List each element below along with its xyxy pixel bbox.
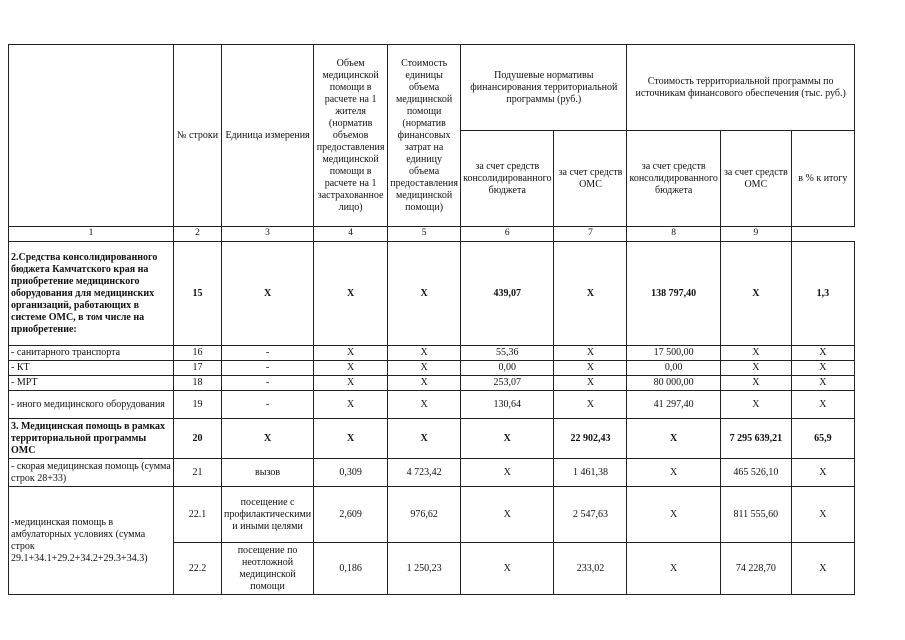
table-row — [9, 487, 855, 543]
row-percent: Х — [791, 487, 854, 543]
row-per-capita-oms: Х — [554, 361, 627, 376]
header-sub-percent: в % к итогу — [791, 131, 854, 227]
row-name: - КТ — [9, 361, 174, 376]
header-sub-oms: за счет средств ОМС — [554, 131, 627, 227]
row-number: 22.1 — [174, 487, 222, 543]
row-volume: Х — [314, 391, 388, 419]
row-number: 18 — [174, 376, 222, 391]
row-number: 20 — [174, 419, 222, 459]
row-unit: - — [222, 361, 314, 376]
table-row — [9, 391, 855, 419]
row-cost-budget: Х — [627, 543, 720, 595]
table-row — [9, 242, 855, 346]
row-per-capita-oms: 233,02 — [554, 543, 627, 595]
row-cost-budget: 17 500,00 — [627, 346, 720, 361]
col-number: 4 — [314, 227, 388, 242]
row-per-capita-oms: 2 547,63 — [554, 487, 627, 543]
row-per-capita-budget: 55,36 — [461, 346, 554, 361]
row-cost-oms: 74 228,70 — [720, 543, 791, 595]
row-unit: - — [222, 346, 314, 361]
row-percent: Х — [791, 391, 854, 419]
row-unit-cost: 1 250,23 — [388, 543, 461, 595]
row-per-capita-oms: Х — [554, 391, 627, 419]
row-cost-budget: 0,00 — [627, 361, 720, 376]
col-number: 1 — [9, 227, 174, 242]
row-unit-cost: 4 723,42 — [388, 459, 461, 487]
row-cost-oms: Х — [720, 376, 791, 391]
row-unit: - — [222, 376, 314, 391]
document-sheet — [8, 44, 855, 595]
row-unit-cost: Х — [388, 346, 461, 361]
table-row — [9, 459, 855, 487]
row-volume: Х — [314, 242, 388, 346]
col-number: 2 — [174, 227, 222, 242]
row-cost-oms: 7 295 639,21 — [720, 419, 791, 459]
row-number: 17 — [174, 361, 222, 376]
row-unit: Х — [222, 242, 314, 346]
row-name: - иного медицинского оборудования — [9, 391, 174, 419]
row-cost-oms: 465 526,10 — [720, 459, 791, 487]
row-percent: 1,3 — [791, 242, 854, 346]
row-per-capita-oms: Х — [554, 346, 627, 361]
row-volume: Х — [314, 376, 388, 391]
row-number: 16 — [174, 346, 222, 361]
row-cost-oms: Х — [720, 242, 791, 346]
header-name — [9, 45, 174, 227]
row-name: 2.Средства консолидированного бюджета Камчатского края на приобретение медицинского оборудования для медицинских организаций, работающих в системе ОМС, в том числе на приобретение: — [9, 242, 174, 346]
row-cost-budget: Х — [627, 419, 720, 459]
header-cost-group: Стоимость территориальной программы по источникам финансового обеспечения (тыс. руб.) — [627, 45, 854, 131]
row-number: 19 — [174, 391, 222, 419]
row-unit: посещение с профилактическими и иными целями — [222, 487, 314, 543]
row-unit-cost: Х — [388, 361, 461, 376]
row-name: - скорая медицинская помощь (сумма строк 28+33) — [9, 459, 174, 487]
row-per-capita-budget: 0,00 — [461, 361, 554, 376]
row-percent: Х — [791, 376, 854, 391]
header-sub-budget: за счет средств консолидированного бюджета — [627, 131, 720, 227]
row-cost-oms: Х — [720, 391, 791, 419]
row-number: 21 — [174, 459, 222, 487]
row-unit: вызов — [222, 459, 314, 487]
row-unit-cost: 976,62 — [388, 487, 461, 543]
row-per-capita-oms: Х — [554, 242, 627, 346]
row-per-capita-oms: 22 902,43 — [554, 419, 627, 459]
table-row — [9, 376, 855, 391]
row-percent: 65,9 — [791, 419, 854, 459]
header-unit-cost: Стоимость единицы объема медицинской помощи (норматив финансовых затрат на единицу объема предоставления медицинской помощи) — [388, 45, 461, 227]
col-number: 3 — [222, 227, 314, 242]
row-cost-budget: 138 797,40 — [627, 242, 720, 346]
row-cost-budget: 80 000,00 — [627, 376, 720, 391]
row-per-capita-budget: Х — [461, 419, 554, 459]
row-volume: 0,186 — [314, 543, 388, 595]
row-per-capita-oms: 1 461,38 — [554, 459, 627, 487]
table-row — [9, 361, 855, 376]
row-cost-budget: Х — [627, 459, 720, 487]
col-number: 8 — [627, 227, 720, 242]
row-volume: 0,309 — [314, 459, 388, 487]
row-name: -медицинская помощь в амбулаторных условиях (сумма строк 29.1+34.1+29.2+34.2+29.3+34.3) — [9, 487, 174, 595]
row-volume: Х — [314, 419, 388, 459]
row-per-capita-budget: 253,07 — [461, 376, 554, 391]
row-percent: Х — [791, 459, 854, 487]
row-number: 15 — [174, 242, 222, 346]
header-sub-budget: за счет средств консолидированного бюджета — [461, 131, 554, 227]
row-percent: Х — [791, 361, 854, 376]
row-percent: Х — [791, 543, 854, 595]
row-per-capita-budget: Х — [461, 459, 554, 487]
row-unit-cost: Х — [388, 391, 461, 419]
col-number: 9 — [720, 227, 791, 242]
col-number: 7 — [554, 227, 627, 242]
row-cost-oms: Х — [720, 346, 791, 361]
row-per-capita-oms: Х — [554, 376, 627, 391]
row-name: 3. Медицинская помощь в рамках территориальной программы ОМС — [9, 419, 174, 459]
col-number: 5 — [388, 227, 461, 242]
row-unit: - — [222, 391, 314, 419]
row-unit: посещение по неотложной медицинской помощи — [222, 543, 314, 595]
row-unit: Х — [222, 419, 314, 459]
row-unit-cost: Х — [388, 419, 461, 459]
row-name: - санитарного транспорта — [9, 346, 174, 361]
header-sub-oms: за счет средств ОМС — [720, 131, 791, 227]
row-per-capita-budget: 439,07 — [461, 242, 554, 346]
header-unit: Единица измерения — [222, 45, 314, 227]
row-cost-budget: Х — [627, 487, 720, 543]
row-per-capita-budget: Х — [461, 487, 554, 543]
table-row — [9, 346, 855, 361]
header-row-no: № строки — [174, 45, 222, 227]
col-number: 6 — [461, 227, 554, 242]
header-volume: Объем медицинской помощи в расчете на 1 жителя (норматив объемов предоставления медицинской помощи в расчете на 1 застрахованное лицо) — [314, 45, 388, 227]
row-volume: Х — [314, 346, 388, 361]
row-name: - МРТ — [9, 376, 174, 391]
program-cost-table — [8, 44, 855, 595]
header-per-capita-group: Подушевые нормативы финансирования территориальной программы (руб.) — [461, 45, 627, 131]
row-cost-oms: 811 555,60 — [720, 487, 791, 543]
row-unit-cost: Х — [388, 376, 461, 391]
row-per-capita-budget: 130,64 — [461, 391, 554, 419]
row-per-capita-budget: Х — [461, 543, 554, 595]
row-number: 22.2 — [174, 543, 222, 595]
row-percent: Х — [791, 346, 854, 361]
row-volume: 2,609 — [314, 487, 388, 543]
row-cost-oms: Х — [720, 361, 791, 376]
row-unit-cost: Х — [388, 242, 461, 346]
row-volume: Х — [314, 361, 388, 376]
table-row — [9, 419, 855, 459]
row-cost-budget: 41 297,40 — [627, 391, 720, 419]
